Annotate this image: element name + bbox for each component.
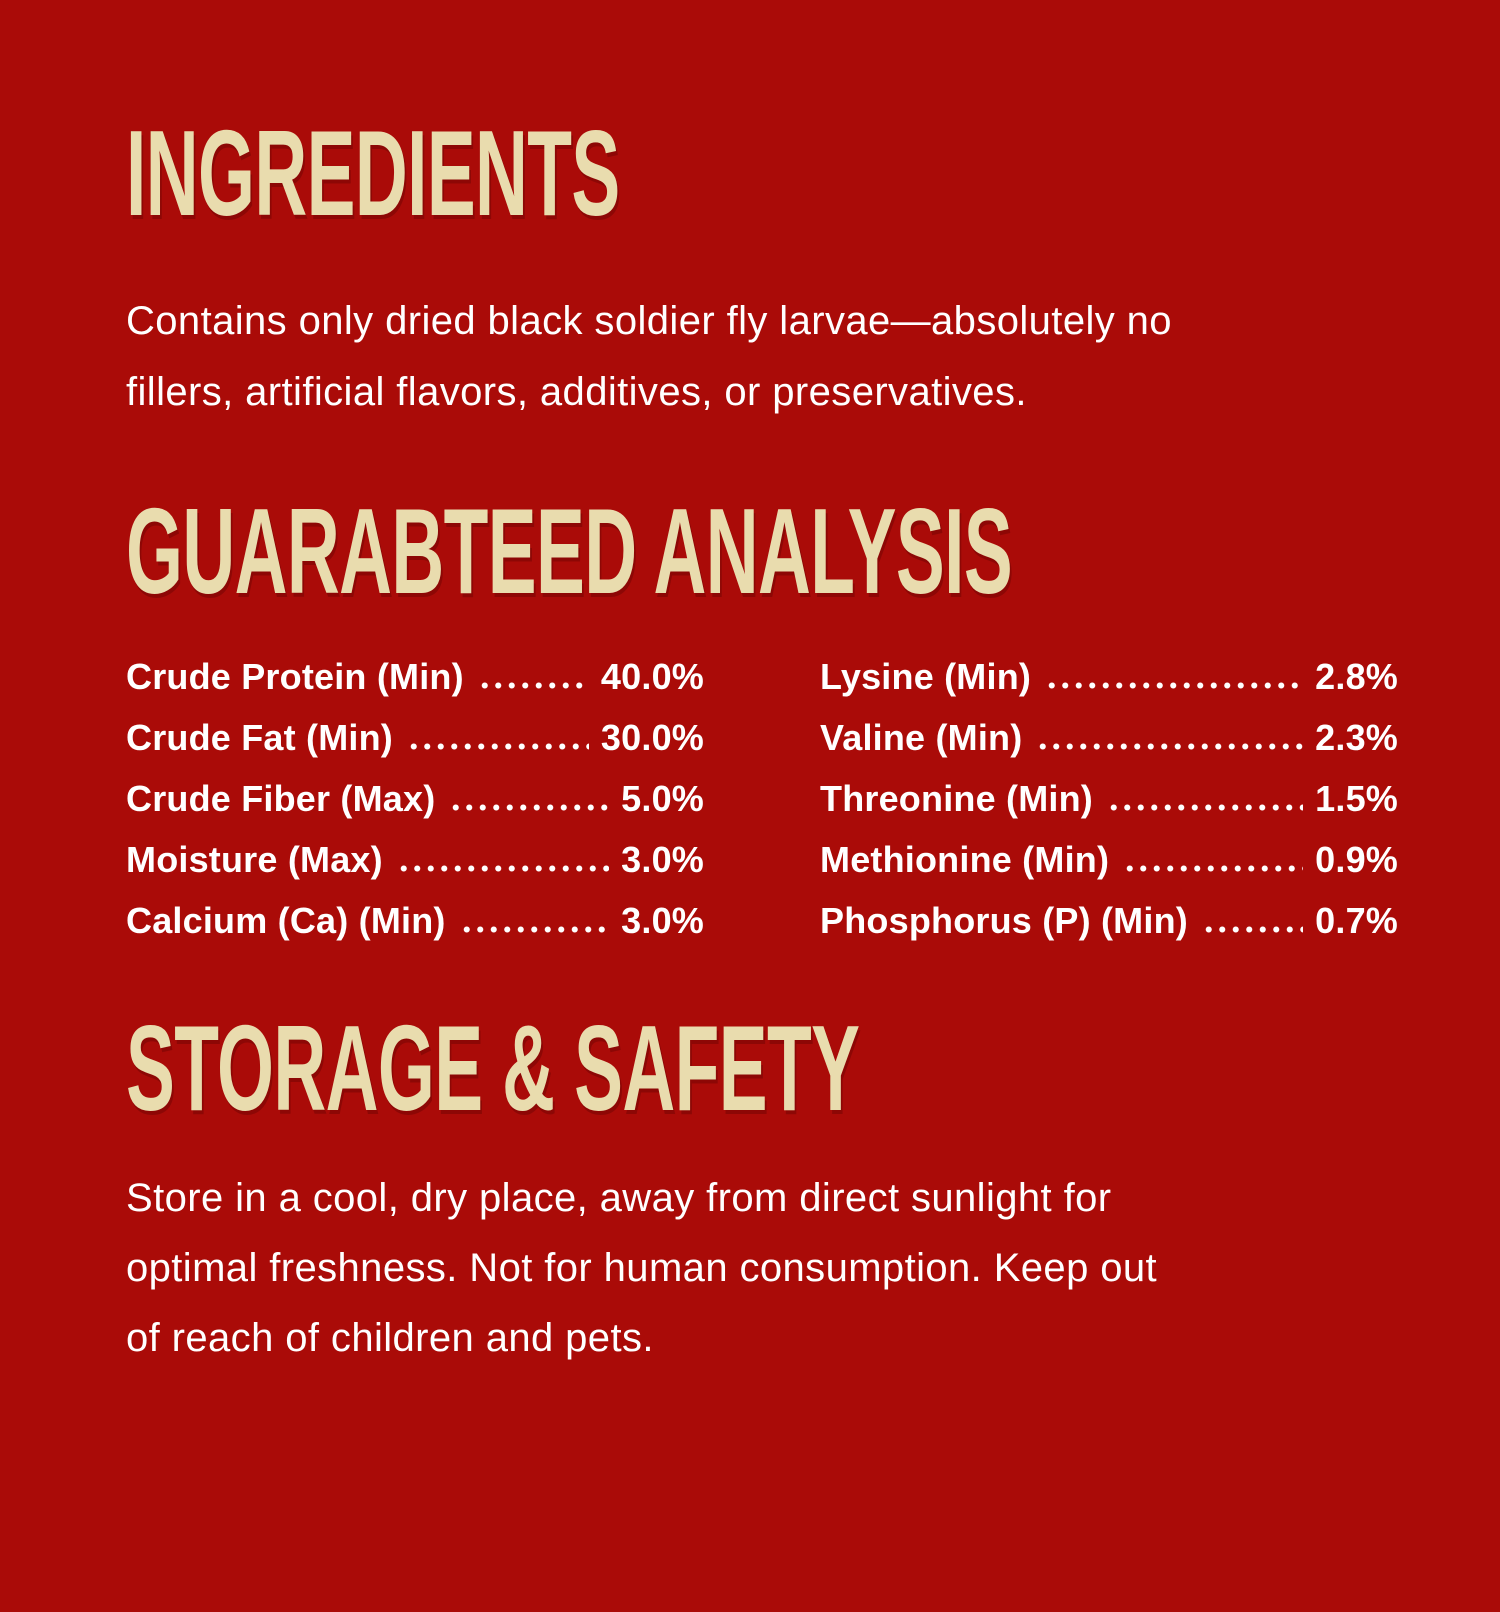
analysis-table xyxy=(126,646,1398,951)
analysis-row xyxy=(820,646,1398,707)
product-label-panel xyxy=(0,105,1500,1373)
nutrient-value: 1.5% xyxy=(1315,778,1398,819)
ingredients-title-text: INGREDIENTS xyxy=(126,105,620,241)
nutrient-value: 2.3% xyxy=(1315,717,1398,758)
nutrient-value: 5.0% xyxy=(621,778,704,819)
dot-leader xyxy=(407,743,589,750)
dot-leader xyxy=(478,682,589,689)
analysis-row xyxy=(126,768,704,829)
nutrient-value: 30.0% xyxy=(600,717,704,758)
ingredients-title xyxy=(126,105,1390,241)
analysis-row xyxy=(126,646,704,707)
ingredients-paragraph-line: fillers, artificial flavors, additives, or preservatives. xyxy=(126,370,1027,414)
nutrient-label: Valine (Min) xyxy=(820,717,1023,758)
analysis-row xyxy=(126,890,704,951)
storage-paragraph-line: optimal freshness. Not for human consumption. Keep out xyxy=(126,1246,1158,1290)
nutrient-label: Crude Fat (Min) xyxy=(126,717,393,758)
nutrient-value: 3.0% xyxy=(621,900,704,941)
nutrient-label: Methionine (Min) xyxy=(820,839,1110,880)
analysis-row xyxy=(820,707,1398,768)
analysis-left-column xyxy=(126,646,704,951)
ingredients-section xyxy=(126,105,1390,428)
nutrient-label: Calcium (Ca) (Min) xyxy=(126,900,446,941)
dot-leader xyxy=(1123,865,1303,872)
storage-paragraph-line: of reach of children and pets. xyxy=(126,1316,654,1360)
storage-safety-title-text: STORAGE & SAFETY xyxy=(126,1000,860,1136)
nutrient-label: Crude Protein (Min) xyxy=(126,656,464,697)
nutrient-label: Phosphorus (P) (Min) xyxy=(820,900,1188,941)
storage-paragraph xyxy=(126,1163,1390,1373)
nutrient-label: Moisture (Max) xyxy=(126,839,383,880)
dot-leader xyxy=(1045,682,1303,689)
storage-safety-title xyxy=(126,1000,1390,1136)
dot-leader xyxy=(460,926,610,933)
guaranteed-analysis-title-text: GUARABTEED ANALYSIS xyxy=(126,483,1013,619)
nutrient-value: 0.9% xyxy=(1315,839,1398,880)
storage-safety-section xyxy=(126,1000,1390,1373)
analysis-row xyxy=(820,890,1398,951)
dot-leader xyxy=(1036,743,1303,750)
storage-paragraph-line: Store in a cool, dry place, away from direct sunlight for xyxy=(126,1176,1112,1220)
analysis-row xyxy=(126,707,704,768)
nutrient-value: 0.7% xyxy=(1315,900,1398,941)
nutrient-value: 40.0% xyxy=(600,656,704,697)
analysis-right-column xyxy=(820,646,1398,951)
ingredients-paragraph-line: Contains only dried black soldier fly larvae—absolutely no xyxy=(126,299,1172,343)
guaranteed-analysis-section xyxy=(126,483,1398,951)
analysis-row xyxy=(820,768,1398,829)
dot-leader xyxy=(449,804,609,811)
nutrient-label: Lysine (Min) xyxy=(820,656,1032,697)
analysis-row xyxy=(126,829,704,890)
dot-leader xyxy=(1202,926,1303,933)
nutrient-value: 2.8% xyxy=(1315,656,1398,697)
analysis-row xyxy=(820,829,1398,890)
nutrient-label: Crude Fiber (Max) xyxy=(126,778,436,819)
dot-leader xyxy=(397,865,609,872)
nutrient-value: 3.0% xyxy=(621,839,704,880)
ingredients-paragraph xyxy=(126,286,1390,428)
dot-leader xyxy=(1107,804,1303,811)
nutrient-label: Threonine (Min) xyxy=(820,778,1093,819)
guaranteed-analysis-title xyxy=(126,483,1390,619)
